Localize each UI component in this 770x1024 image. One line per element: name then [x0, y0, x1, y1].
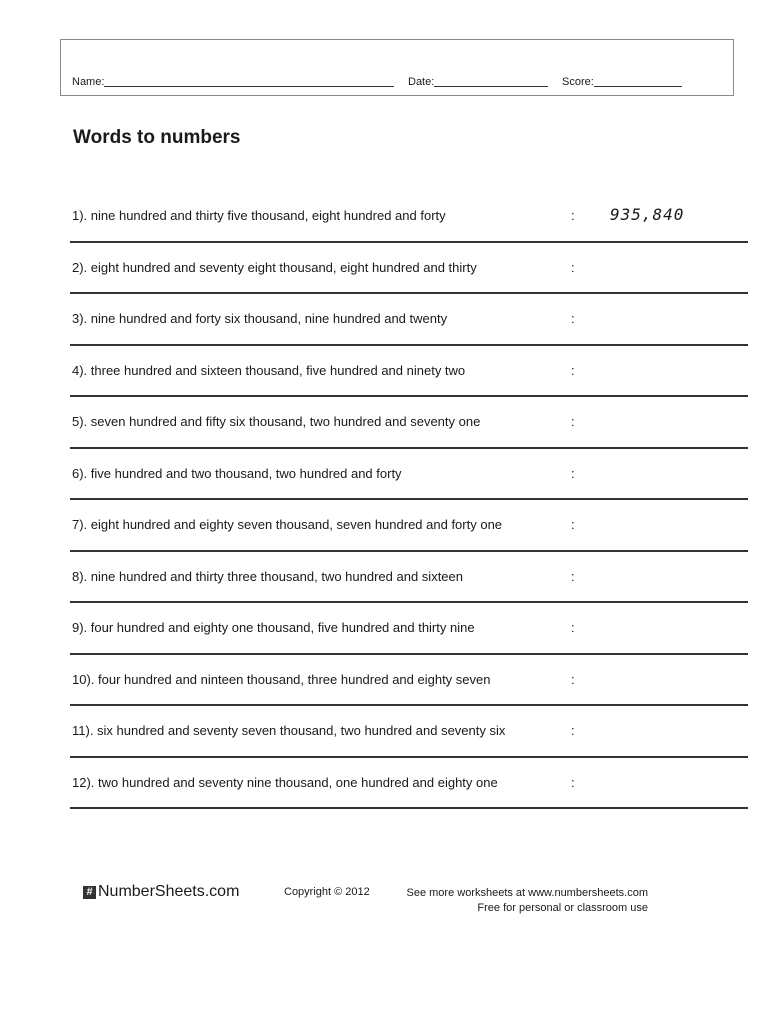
page-title: Words to numbers — [73, 127, 241, 148]
more-worksheets-line: See more worksheets at www.numbersheets.com — [406, 887, 648, 899]
hash-icon: # — [83, 886, 96, 899]
question-text: 9). four hundred and eighty one thousand, five hundred and thirty nine — [72, 620, 475, 635]
name-blank[interactable] — [104, 76, 394, 87]
question-row — [70, 294, 748, 346]
question-text: 7). eight hundred and eighty seven thousand, seven hundred and forty one — [72, 517, 503, 532]
score-field[interactable] — [562, 76, 682, 88]
answer-field[interactable]: 935,840 — [610, 205, 685, 224]
question-text: 10). four hundred and ninteen thousand, three hundred and eighty seven — [72, 671, 491, 687]
question-row — [70, 346, 748, 398]
colon: : — [571, 362, 575, 378]
question-text: 8). nine hundred and thirty three thousand, two hundred and sixteen — [72, 568, 463, 584]
colon: : — [571, 517, 575, 532]
score-blank[interactable] — [594, 76, 682, 87]
question-row — [70, 706, 748, 758]
colon: : — [571, 723, 575, 738]
logo-text: NumberSheets.com — [98, 883, 240, 900]
colon: : — [571, 671, 575, 687]
question-text: 12). two hundred and seventy nine thousand, one hundred and eighty one — [72, 774, 498, 790]
date-blank[interactable] — [434, 76, 548, 87]
question-text: 1). nine hundred and thirty five thousand, eight hundred and forty — [72, 208, 446, 223]
question-row — [70, 655, 748, 707]
colon: : — [571, 774, 575, 790]
colon: : — [571, 620, 575, 635]
numbersheets-logo — [83, 883, 239, 901]
question-text: 3). nine hundred and forty six thousand, nine hundred and twenty — [72, 311, 448, 326]
question-row — [70, 397, 748, 449]
question-row — [70, 758, 748, 810]
question-text: 2). eight hundred and seventy eight thousand, eight hundred and thirty — [72, 259, 477, 275]
colon: : — [571, 259, 575, 275]
question-text: 4). three hundred and sixteen thousand, five hundred and ninety two — [72, 362, 466, 378]
colon: : — [571, 208, 575, 223]
question-row — [70, 500, 748, 552]
date-label: Date: — [408, 76, 435, 88]
question-row — [70, 191, 748, 243]
question-row — [70, 449, 748, 501]
score-label: Score: — [562, 76, 594, 88]
header-box — [60, 39, 734, 96]
date-field[interactable] — [408, 76, 548, 88]
question-text: 5). seven hundred and fifty six thousand, two hundred and seventy one — [72, 414, 481, 429]
copyright-text: Copyright © 2012 — [284, 886, 370, 898]
question-list — [70, 191, 748, 809]
question-text: 6). five hundred and two thousand, two hundred and forty — [72, 465, 402, 481]
colon: : — [571, 568, 575, 584]
question-row — [70, 552, 748, 604]
colon: : — [571, 311, 575, 326]
colon: : — [571, 414, 575, 429]
usage-line: Free for personal or classroom use — [477, 902, 648, 914]
name-label: Name: — [72, 76, 105, 88]
question-row — [70, 243, 748, 295]
name-field[interactable] — [72, 76, 394, 88]
question-row — [70, 603, 748, 655]
colon: : — [571, 465, 575, 481]
question-text: 11). six hundred and seventy seven thousand, two hundred and seventy six — [72, 723, 506, 738]
more-worksheets-note — [407, 886, 649, 916]
